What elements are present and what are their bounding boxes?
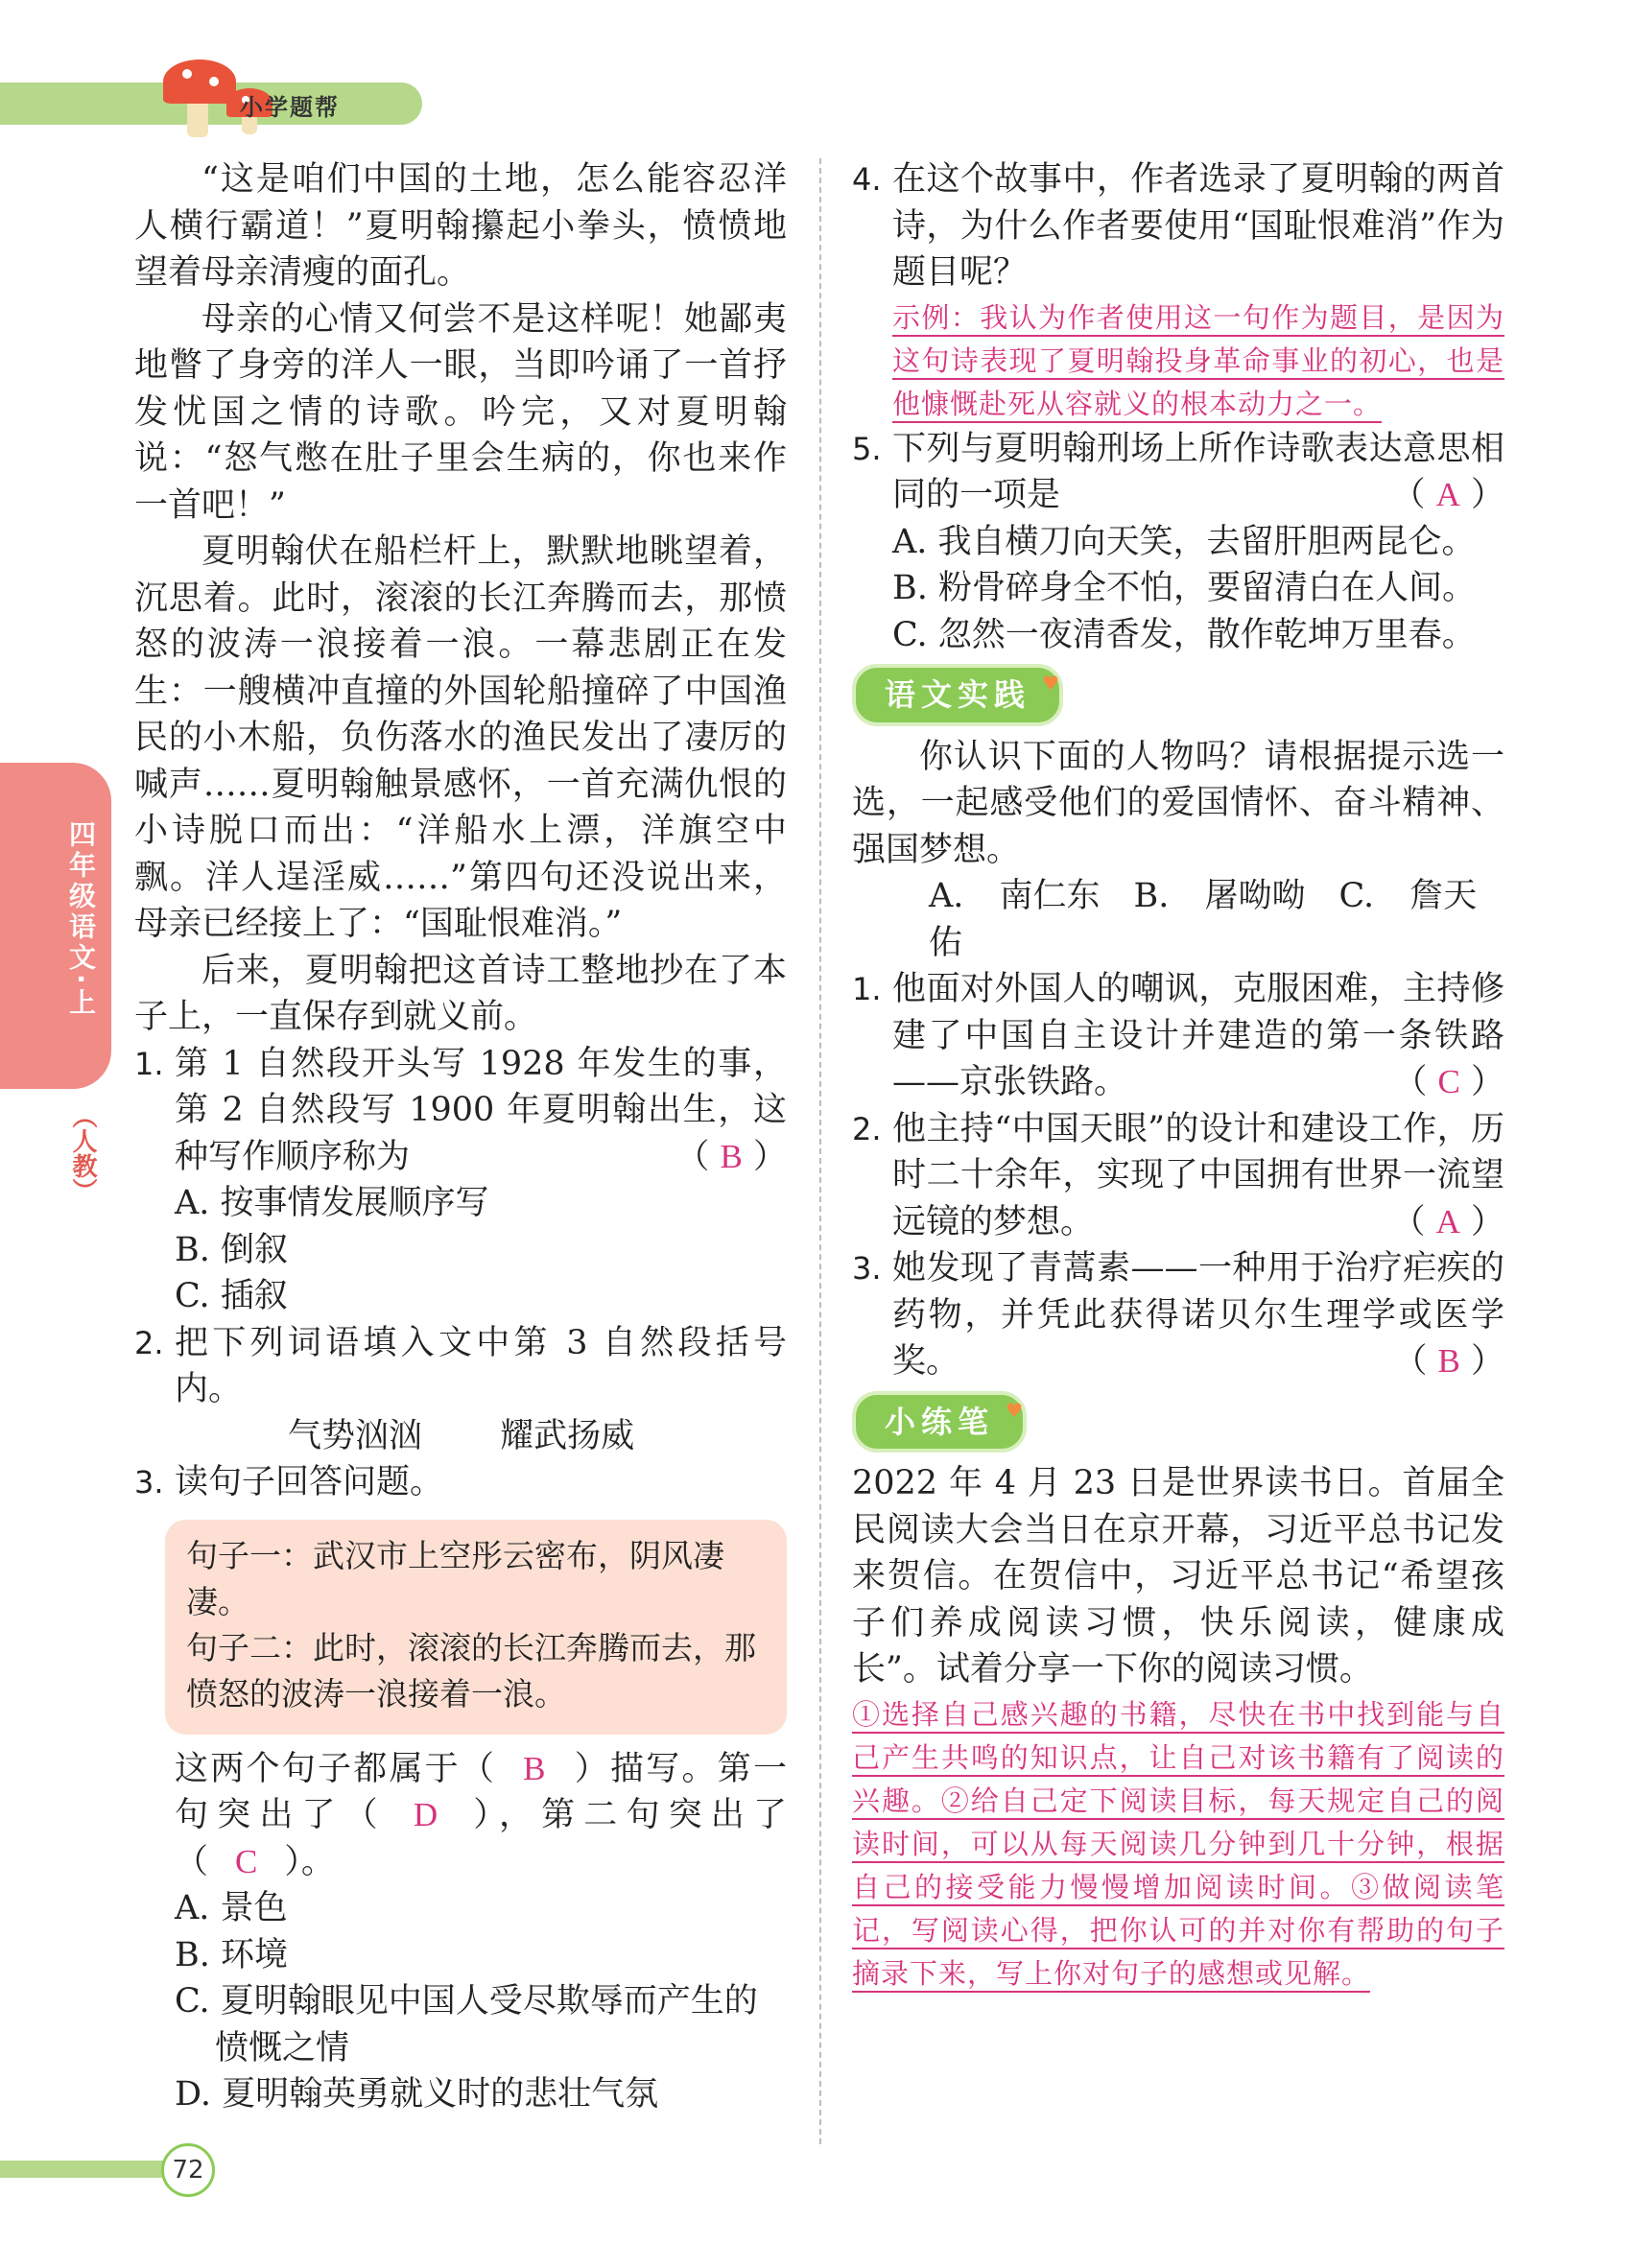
question-text: 她发现了青蒿素——一种用于治疗疟疾的药物，并凭此获得诺贝尔生理学或医学奖。 [892,1249,1504,1381]
question-4 [852,156,1504,296]
question-text: 读句子回答问题。 [175,1463,444,1501]
heart-icon: ♥ [1006,1398,1030,1422]
answer-paren: （ B ） [675,1137,787,1176]
column-divider [819,158,821,2144]
question-2 [134,1320,787,1413]
answer-value: C [1437,1063,1460,1100]
option: C. 插叙 [175,1277,288,1315]
answer-paren: （ A ） [1391,476,1504,514]
paragraph: 后来，夏明翰把这首诗工整地抄在了本子上，一直保存到就义前。 [134,951,787,1036]
paragraph: 夏明翰伏在船栏杆上，默默地眺望着，沉思着。此时，滚滚的长江奔腾而去，那愤怒的波涛一浪接着一浪。一幕悲剧正在发生：一艘横冲直撞的外国轮船撞碎了中国渔民的小木船，负伤落水的渔民发出了凄厉的喊声……夏明翰触景感怀，一首充满仇恨的小诗脱口而出：“洋船水上漂，洋旗空中飘。洋人逞淫威……”第四句还没说出来，母亲已经接上了：“国耻恨难消。” [134,532,787,943]
question-text: 第 1 自然段开头写 1928 年发生的事，第 2 自然段写 1900 年夏明翰出生，这种写作顺序称为 [175,1044,787,1176]
grade-label: 四年级语文·上 [65,820,97,1019]
answer-value: A [1435,476,1460,513]
fill-text: ），第二句突出了（ [175,1796,787,1881]
badge-label: 语文实践 [885,676,1031,713]
practice-item [852,966,1504,1106]
question-text: 在这个故事中，作者选录了夏明翰的两首诗，为什么作者要使用“国耻恨难消”作为题目呢？ [892,160,1504,292]
fill-text: 这两个句子都属于（ [175,1749,497,1788]
answer-paren: （ C ） [1393,1063,1504,1101]
answer-paren: （ A ） [1391,1202,1504,1241]
header-title: 小学题帮 [240,94,340,121]
footer-band [0,2161,173,2178]
option: D. 夏明翰英勇就义时的悲壮气氛 [175,2075,659,2114]
publisher-label: （人教） [68,1103,97,1203]
writing-prompt: 2022 年 4 月 23 日是世界读书日。首届全民阅读大会当日在京开幕，习近平总书记发来贺信。在贺信中，习近平总书记“希望孩子们养成阅读习惯，快乐阅读，健康成长”。试着分享一下你的阅读习惯。 [852,1464,1504,1689]
question-number: 3. [852,1250,882,1287]
question-text: 把下列词语填入文中第 3 自然段括号内。 [175,1323,787,1408]
answer-value: B [720,1137,743,1175]
option: A. 景色 [175,1889,288,1927]
paragraph: “这是咱们中国的土地，怎么能容忍洋人横行霸道！”夏明翰攥起小拳头，愤愤地望着母亲清瘦的面孔。 [134,160,787,292]
option: A. 按事情发展顺序写 [175,1184,489,1222]
section-badge-writing [852,1391,1030,1453]
option: C. 忽然一夜清香发，散作乾坤万里春。 [892,615,1476,654]
paragraph: 母亲的心情又何尝不是这样呢！她鄙夷地瞥了身旁的洋人一眼，当即吟诵了一首抒发忧国之情的诗歌。吟完，又对夏明翰说：“怒气憋在肚子里会生病的，你也来作一首吧！” [134,299,787,525]
practice-item [852,1106,1504,1246]
answer-value: C [235,1842,258,1880]
option: B. 倒叙 [175,1230,288,1269]
badge-label: 小练笔 [885,1403,995,1440]
question-number: 2. [852,1110,882,1147]
option: C. 夏明翰眼见中国人受尽欺辱而产生的愤慨之情 [175,1982,758,2067]
sentence-box [165,1520,787,1735]
answer-value: A [1435,1202,1460,1240]
question-number: 2. [134,1324,164,1361]
word-item: 耀武扬威 [500,1416,635,1455]
option: A. 我自横刀向天笑，去留肝胆两昆仑。 [892,522,1476,561]
practice-intro: 你认识下面的人物吗？请根据提示选一选，一起感受他们的爱国情怀、奋斗精神、强国梦想。 [852,737,1504,869]
answer-text: 示例：我认为作者使用这一句作为题目，是因为这句诗表现了夏明翰投身革命事业的初心，也是他慷慨赴死从容就义的根本动力之一。 [892,300,1504,420]
writing-answer: ①选择自己感兴趣的书籍，尽快在书中找到能与自己产生共鸣的知识点，让自己对该书籍有了阅读的兴趣。②给自己定下阅读目标，每天规定自己的阅读时间，可以从每天阅读几分钟到几十分钟，根据自己的接受能力慢慢增加阅读时间。③做阅读笔记，写阅读心得，把你认可的并对你有帮助的句子摘录下来，写上你对句子的感想或见解。 [852,1697,1504,1990]
sentence-one: 句子一：武汉市上空彤云密布，阴风凄凄。 [186,1536,724,1620]
heart-icon: ♥ [1042,672,1066,695]
question-number: 5. [852,430,882,467]
question-1 [134,1041,787,1181]
sentence-two: 句子二：此时，滚滚的长江奔腾而去，那愤怒的波涛一浪接着一浪。 [186,1628,756,1713]
fill-in-sentence [134,1746,787,1886]
question-text: 他主持“中国天眼”的设计和建设工作，历时二十余年，实现了中国拥有世界一流望远镜的梦想。 [892,1109,1504,1241]
answer-value: D [413,1796,438,1833]
answer-value: B [1437,1342,1460,1380]
option: B. 环境 [175,1935,288,1974]
left-column [134,156,787,2118]
question-number: 1. [852,971,882,1007]
word-item: 气势汹汹 [288,1416,423,1455]
practice-item [852,1245,1504,1385]
fill-text: ）。 [284,1842,335,1881]
page-number: 72 [161,2143,215,2197]
option: B. 粉骨碎身全不怕，要留清白在人间。 [892,569,1476,607]
question-number: 1. [134,1045,164,1082]
word-bank [134,1413,787,1460]
answer-paren: （ B ） [1393,1342,1504,1381]
fill-text: ）描写。第一句突出了（ [175,1749,787,1834]
question-text: 下列与夏明翰刑场上所作诗歌表达意思相同的一项是 [892,429,1504,514]
person-choices: A. 南仁东 B. 屠呦呦 C. 詹天佑 [929,877,1478,962]
question-5 [852,426,1504,519]
answer-value: B [523,1749,546,1787]
question-number: 4. [852,161,882,198]
question-number: 3. [134,1464,164,1500]
question-text: 他面对外国人的嘲讽，克服困难，主持修建了中国自主设计并建造的第一条铁路——京张铁路。 [892,970,1504,1101]
right-column [852,156,1504,1996]
question-3 [134,1459,787,1506]
section-badge-practice [852,664,1066,726]
